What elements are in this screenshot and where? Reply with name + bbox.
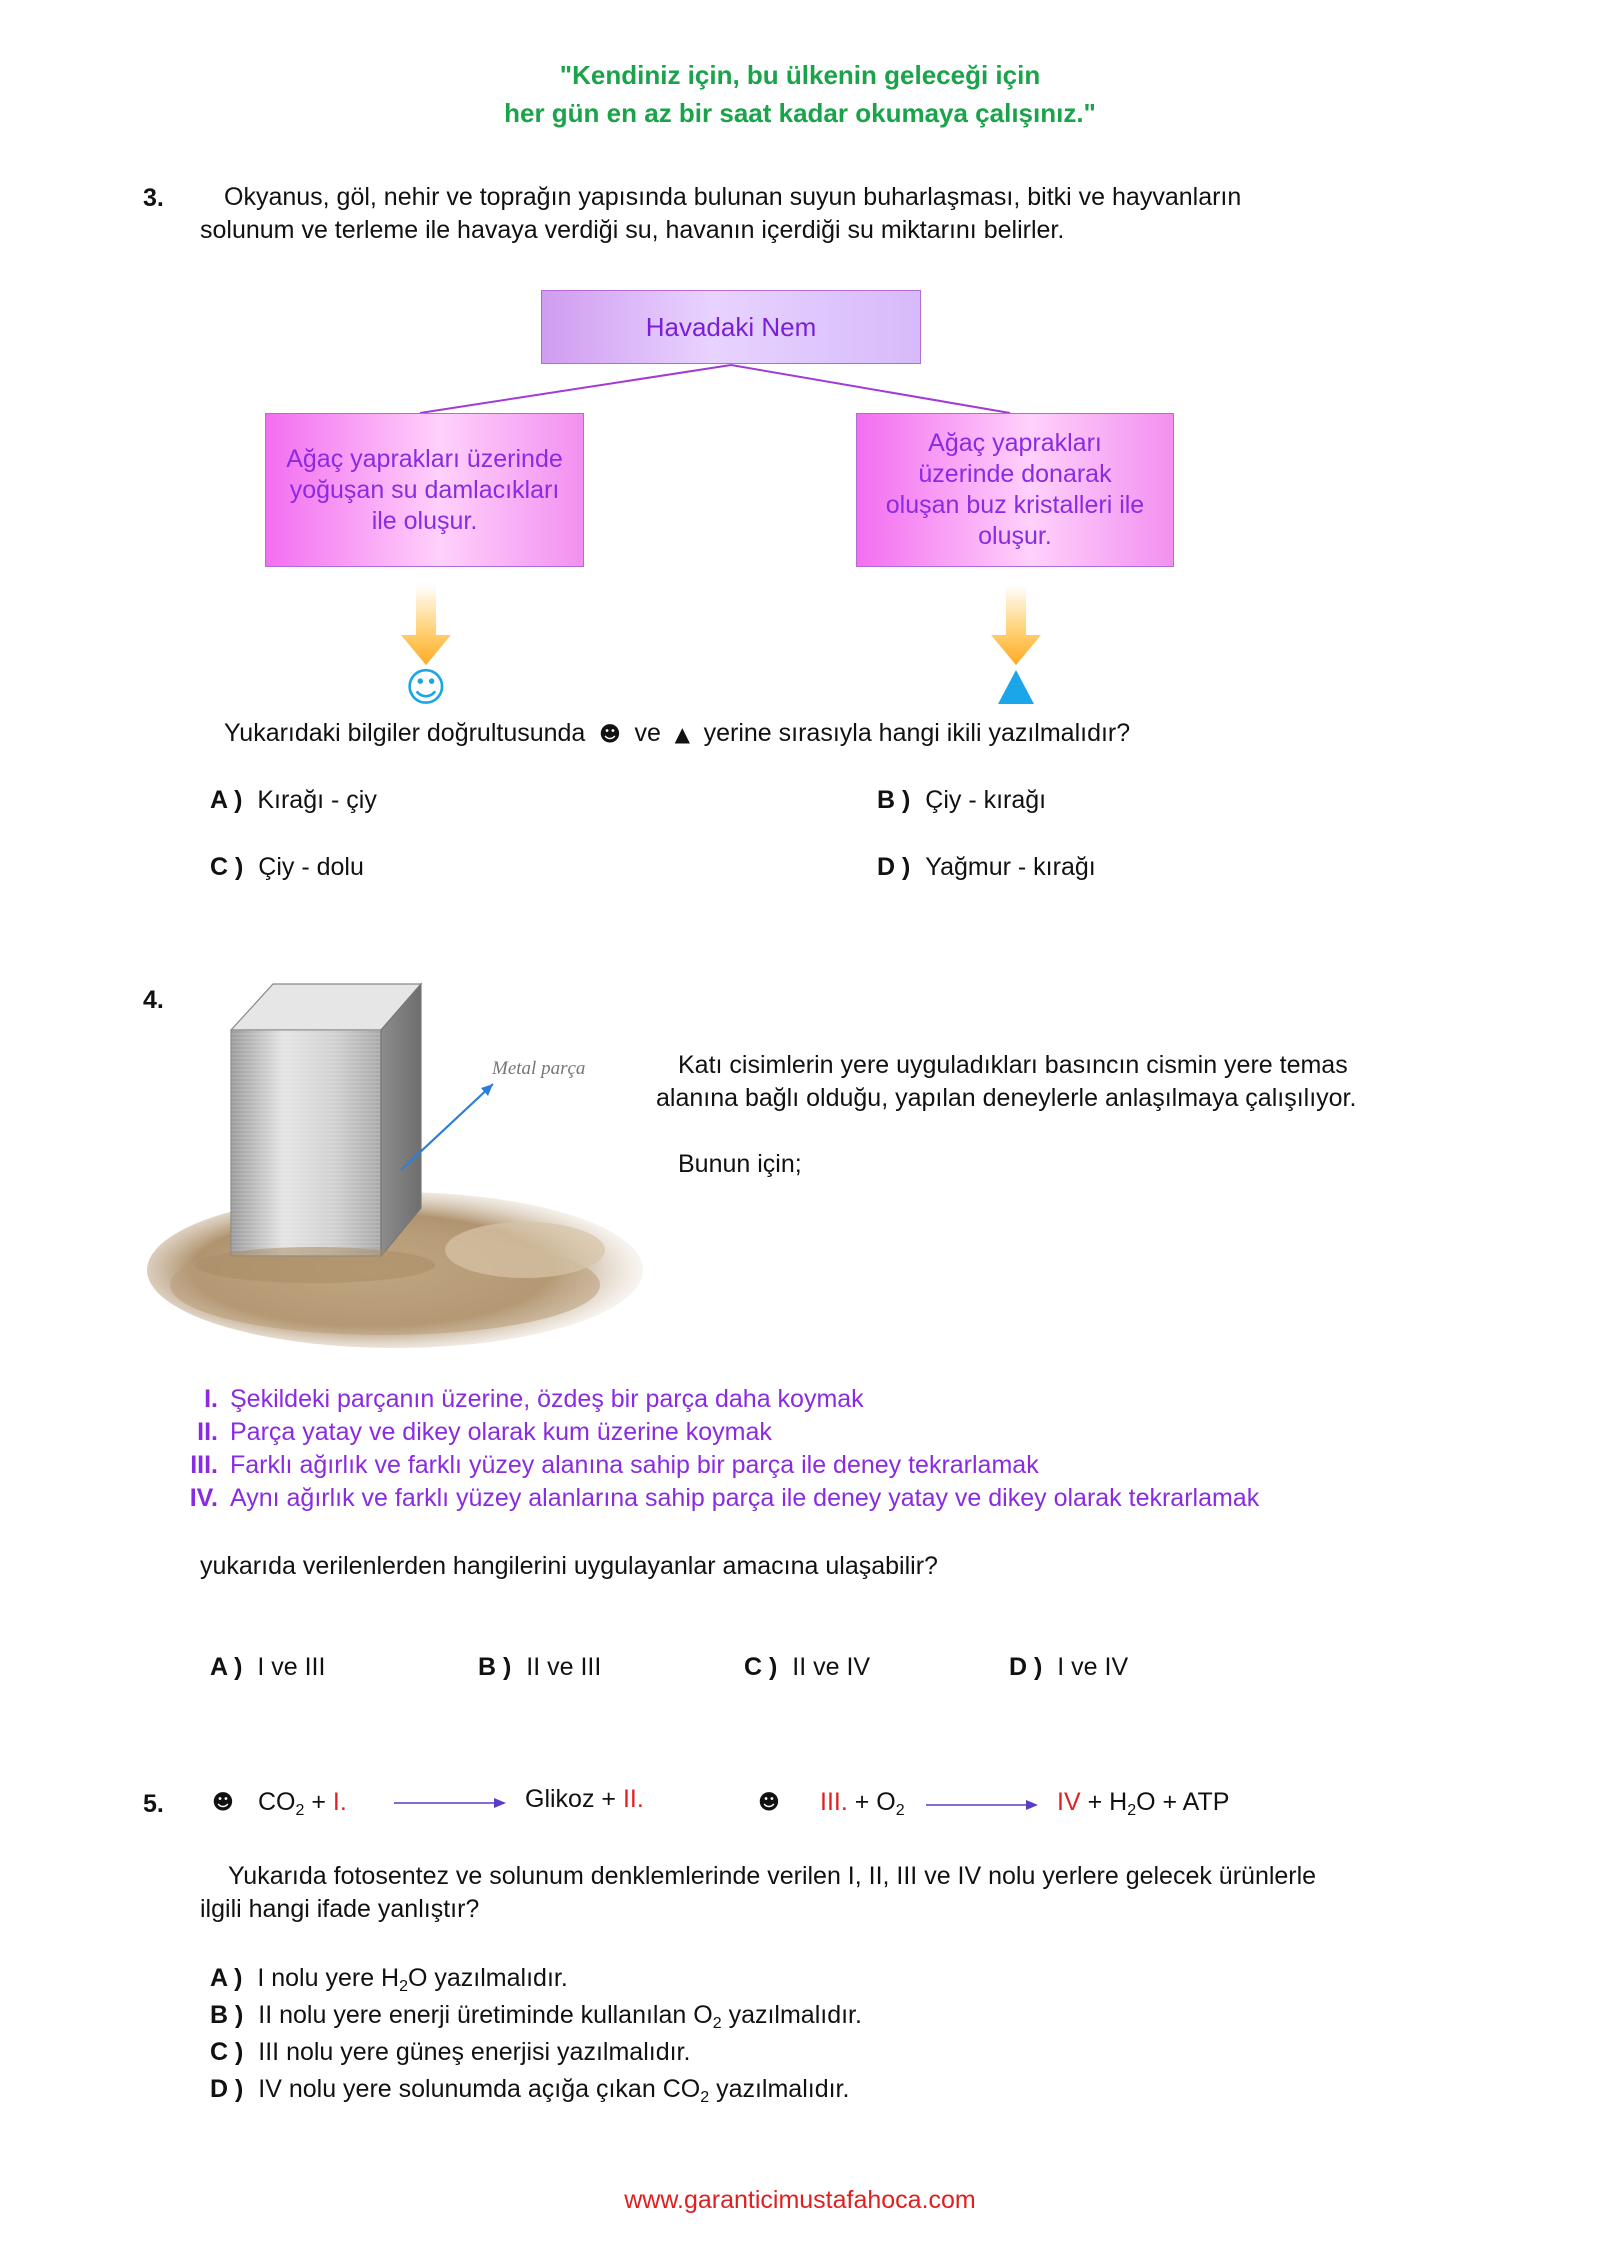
q5-text-line-2: ilgili hangi ifade yanlıştır? [200, 1895, 480, 1923]
q5-eq2-rest-a: + H [1087, 1788, 1128, 1816]
q3-right-box [856, 413, 1174, 567]
q3-question [224, 717, 1130, 751]
q3-text-line-2: solunum ve terleme ile havaya verdiği su, havanın içerdiği su miktarını belirler. [200, 216, 1065, 244]
q4-option-c-text: II ve IV [792, 1653, 871, 1681]
q4-option-c-letter: C ) [744, 1653, 778, 1681]
q5-eq1-plus: + [311, 1788, 326, 1816]
q4-text-line-3: Bunun için; [678, 1150, 802, 1178]
q3-option-b[interactable] [877, 784, 1046, 817]
q3-left-box [265, 413, 584, 567]
q3-number: 3. [143, 184, 164, 212]
q3-option-d-letter: D ) [877, 853, 911, 881]
q3-option-b-text: Çiy - kırağı [925, 786, 1047, 814]
q4-item-2-numeral: II. [197, 1418, 218, 1446]
q5-eq2-rest-b: O + ATP [1136, 1788, 1230, 1816]
q4-number: 4. [143, 986, 164, 1014]
q4-item-1-numeral: I. [204, 1385, 218, 1413]
q5-option-a[interactable] [210, 1962, 568, 2003]
q5-eq1-arrow-icon [394, 1796, 506, 1810]
q3-option-d-text: Yağmur - kırağı [925, 853, 1096, 881]
q4-item-1 [180, 1383, 864, 1416]
q4-option-a-letter: A ) [210, 1653, 243, 1681]
q5-eq2-arrow-icon [926, 1798, 1038, 1812]
q5-eq1-right [525, 1783, 644, 1816]
q3-option-a-text: Kırağı - çiy [257, 786, 377, 814]
right-down-arrow-icon [989, 585, 1043, 667]
q4-option-b-letter: B ) [478, 1653, 512, 1681]
q3-right-box-label: Ağaç yaprakları üzerinde donarak oluşan buz kristalleri ile oluşur. [885, 429, 1145, 550]
q3-question-part-2: ve [634, 719, 661, 747]
q5-eq2-o-sub: 2 [895, 1802, 905, 1819]
q5-eq2-r3: III. [820, 1788, 848, 1816]
q4-option-c[interactable] [744, 1651, 870, 1684]
q3-question-symbol-1: ☻ [598, 722, 621, 746]
q4-option-d[interactable] [1009, 1651, 1128, 1684]
q4-item-4-numeral: IV. [189, 1484, 218, 1512]
q4-item-2 [180, 1416, 772, 1449]
q3-option-c-letter: C ) [210, 853, 244, 881]
q5-option-c-letter: C ) [210, 2038, 244, 2066]
q4-item-3-numeral: III. [190, 1451, 218, 1479]
q5-option-a-pre: I nolu yere H [257, 1964, 400, 1992]
q4-item-3 [180, 1449, 1039, 1482]
figure-label-metal-parca: Metal parça [492, 1058, 586, 1079]
q5-eq2-left [820, 1786, 905, 1827]
q5-option-a-post: O yazılmalıdır. [408, 1964, 568, 1992]
q5-option-c[interactable] [210, 2036, 690, 2069]
q5-option-b[interactable] [210, 1999, 862, 2040]
q5-option-d-post: yazılmalıdır. [716, 2075, 850, 2103]
q5-option-d[interactable] [210, 2073, 849, 2114]
q5-eq2-bullet: ☻ [758, 1790, 780, 1814]
q5-option-d-letter: D ) [210, 2075, 244, 2103]
q3-question-part-1: Yukarıdaki bilgiler doğrultusunda [224, 719, 586, 747]
q5-number: 5. [143, 1790, 164, 1818]
q4-question: yukarıda verilenlerden hangilerini uygulayanlar amacına ulaşabilir? [200, 1552, 938, 1580]
q5-eq2-right [1057, 1786, 1229, 1827]
q4-option-a[interactable] [210, 1651, 325, 1684]
q4-option-d-text: I ve IV [1057, 1653, 1129, 1681]
q5-eq1-r1: I. [332, 1788, 347, 1816]
q5-option-c-text: III nolu yere güneş enerjisi yazılmalıdır. [258, 2038, 691, 2066]
motto-line-1: "Kendiniz için, bu ülkenin geleceği için [559, 60, 1041, 90]
motto-line-2: her gün en az bir saat kadar okumaya çalışınız." [504, 98, 1096, 128]
q4-option-a-text: I ve III [257, 1653, 326, 1681]
blue-triangle-icon [996, 668, 1036, 706]
q5-option-a-letter: A ) [210, 1964, 243, 1992]
q4-text-line-1: Katı cisimlerin yere uyguladıkları basıncın cismin yere temas [678, 1051, 1348, 1079]
q4-item-4-text: Aynı ağırlık ve farklı yüzey alanlarına sahip parça ile deney yatay ve dikey olarak tekrarlamak [230, 1484, 1260, 1512]
q5-eq1-left [258, 1786, 347, 1827]
q5-eq2-h-sub: 2 [1127, 1802, 1137, 1819]
q3-top-box-label: Havadaki Nem [645, 311, 817, 342]
q3-option-a-letter: A ) [210, 786, 243, 814]
q5-eq2-plus-o: + O [854, 1788, 896, 1816]
q3-question-symbol-2: ▲ [674, 722, 690, 746]
q5-option-d-pre: IV nolu yere solunumda açığa çıkan CO [258, 2075, 701, 2103]
q4-option-b[interactable] [478, 1651, 601, 1684]
q4-option-b-text: II ve III [526, 1653, 602, 1681]
q4-item-1-text: Şekildeki parçanın üzerine, özdeş bir parça daha koymak [230, 1385, 864, 1413]
smiley-icon: ☺ [405, 665, 447, 711]
q3-question-part-3: yerine sırasıyla hangi ikili yazılmalıdır? [703, 719, 1131, 747]
q3-option-c[interactable] [210, 851, 364, 884]
q4-item-2-text: Parça yatay ve dikey olarak kum üzerine koymak [230, 1418, 772, 1446]
q5-option-b-sub: 2 [712, 2015, 722, 2032]
q3-option-d[interactable] [877, 851, 1096, 884]
q5-eq2-r4: IV [1057, 1788, 1081, 1816]
q4-text-line-2: alanına bağlı olduğu, yapılan deneylerle anlaşılmaya çalışılıyor. [656, 1084, 1357, 1112]
q5-option-b-pre: II nolu yere enerji üretiminde kullanılan O [258, 2001, 713, 2029]
q5-eq1-r2: II. [622, 1785, 644, 1813]
q3-option-b-letter: B ) [877, 786, 911, 814]
q5-eq1-bullet: ☻ [212, 1790, 234, 1814]
footer-website-link[interactable]: www.garanticimustafahoca.com [624, 2186, 976, 2214]
q3-top-box [541, 290, 921, 364]
q3-text-line-1: Okyanus, göl, nehir ve toprağın yapısında bulunan suyun buharlaşması, bitki ve hayvanların [224, 183, 1242, 211]
q5-eq1-co: CO [258, 1788, 296, 1816]
q3-option-a[interactable] [210, 784, 377, 817]
q4-item-3-text: Farklı ağırlık ve farklı yüzey alanına sahip bir parça ile deney tekrarlamak [230, 1451, 1039, 1479]
q5-option-b-post: yazılmalıdır. [728, 2001, 862, 2029]
q5-eq1-co-sub: 2 [295, 1802, 305, 1819]
q5-text-line-1: Yukarıda fotosentez ve solunum denklemlerinde verilen I, II, III ve IV nolu yerlere gelecek ürünlerle [228, 1862, 1317, 1890]
q5-eq1-product: Glikoz + [525, 1785, 617, 1813]
left-down-arrow-icon [399, 585, 453, 667]
q5-option-b-letter: B ) [210, 2001, 244, 2029]
q3-left-box-label: Ağaç yaprakları üzerinde yoğuşan su damlacıkları ile oluşur. [286, 444, 563, 535]
q4-item-4 [180, 1482, 1259, 1515]
q4-option-d-letter: D ) [1009, 1653, 1043, 1681]
q5-option-a-sub: 2 [399, 1978, 409, 1995]
metal-block-on-sand-figure [145, 980, 645, 1360]
q3-option-c-text: Çiy - dolu [258, 853, 364, 881]
q5-option-d-sub: 2 [700, 2089, 710, 2106]
